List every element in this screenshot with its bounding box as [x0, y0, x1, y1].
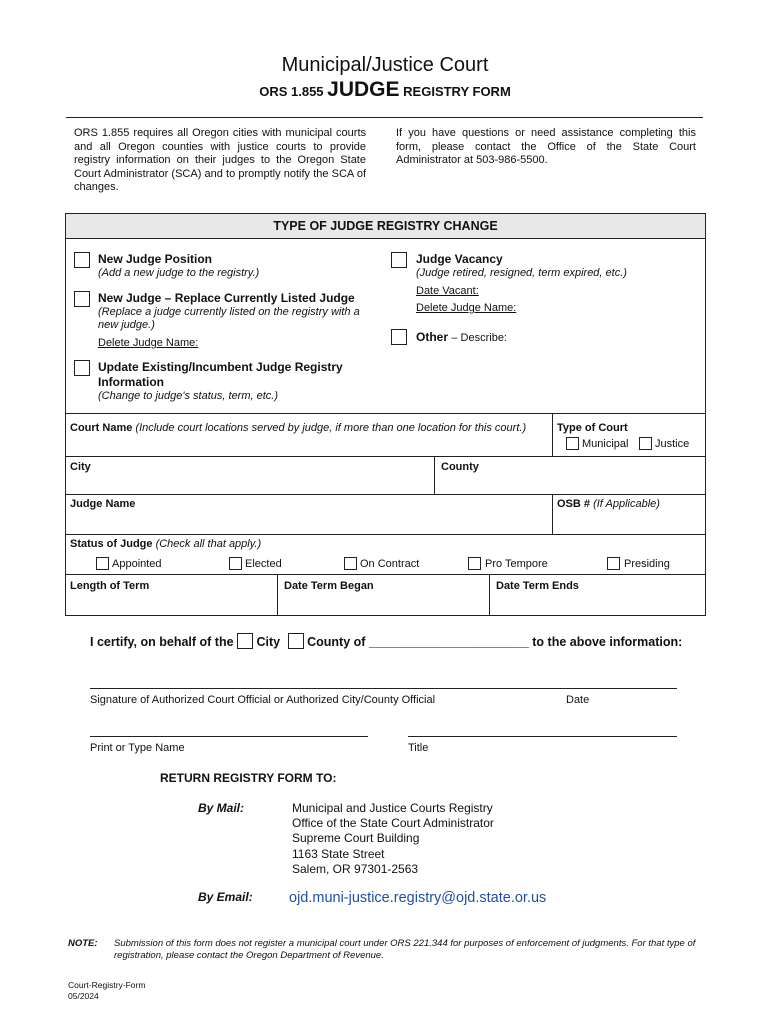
update-checkbox[interactable] — [74, 360, 90, 376]
pro-tempore-checkbox[interactable] — [468, 557, 481, 570]
other-label — [416, 330, 507, 344]
certify-suffix: to the above information: — [532, 635, 683, 649]
grid-line-3 — [66, 534, 705, 535]
osb-note: (If Applicable) — [593, 498, 660, 510]
judge-name-field[interactable]: Judge Name — [70, 498, 136, 510]
grid-line-4 — [66, 574, 705, 575]
municipal-checkbox[interactable] — [566, 437, 579, 450]
certify-county: County of _______________________ — [307, 635, 529, 649]
replace-note: (Replace a judge currently listed on the registry with a new judge.) — [98, 306, 360, 331]
email-link[interactable]: ojd.muni-justice.registry@ojd.state.or.us — [289, 890, 547, 906]
new-position-note: (Add a new judge to the registry.) — [98, 267, 260, 279]
address-line: Salem, OR 97301-2563 — [292, 861, 419, 876]
subtitle-suffix: REGISTRY FORM — [403, 84, 511, 99]
print-name-line[interactable] — [90, 736, 368, 737]
return-heading: RETURN REGISTRY FORM TO: — [160, 771, 337, 785]
new-position-label: New Judge Position — [98, 252, 213, 266]
header-rule — [66, 117, 703, 118]
replace-label: New Judge – Replace Currently Listed Judge — [98, 291, 355, 305]
term-divider-2 — [489, 574, 490, 615]
by-mail-label: By Mail: — [198, 801, 245, 815]
appointed-label: Appointed — [112, 558, 162, 570]
address-line: Supreme Court Building — [292, 831, 420, 846]
vacancy-note: (Judge retired, resigned, term expired, etc.) — [416, 267, 627, 279]
vacancy-delete-label: Delete Judge Name: — [416, 302, 517, 314]
on-contract-checkbox[interactable] — [344, 557, 357, 570]
subtitle-judge: JUDGE — [327, 78, 400, 101]
by-email-label: By Email: — [198, 890, 253, 904]
city-county-divider — [434, 456, 435, 494]
note-label: NOTE: — [68, 938, 98, 949]
other-checkbox[interactable] — [391, 329, 407, 345]
update-note: (Change to judge's status, term, etc.) — [98, 390, 279, 402]
signature-line[interactable] — [90, 688, 677, 689]
court-type-divider — [552, 414, 553, 457]
intro-right: If you have questions or need assistance completing this form, please contact the Office of the State Court Administrator at 503-986-5500. — [396, 127, 696, 166]
grid-line-2 — [66, 494, 705, 495]
footer-form-name: Court-Registry-Form — [68, 980, 146, 990]
other-describe: – Describe: — [451, 332, 507, 344]
justice-checkbox[interactable] — [639, 437, 652, 450]
osb-label: OSB # — [557, 498, 591, 510]
certify-county-checkbox[interactable] — [288, 633, 304, 649]
pro-tempore-label: Pro Tempore — [485, 558, 548, 570]
change-section-heading: TYPE OF JUDGE REGISTRY CHANGE — [66, 214, 705, 239]
on-contract-label: On Contract — [360, 558, 420, 570]
city-field[interactable]: City — [70, 461, 91, 473]
certify-city: City — [256, 635, 281, 649]
title-label: Title — [408, 742, 429, 754]
title-line[interactable] — [408, 736, 677, 737]
elected-checkbox[interactable] — [229, 557, 242, 570]
form-title: Municipal/Justice Court — [281, 54, 489, 76]
address-line: Municipal and Justice Courts Registry — [292, 801, 493, 815]
note-text: Submission of this form does not register a municipal court under ORS 221.344 for purposes of enforcement of judgments. For that type of registration, please contact the Oregon Department of Revenue. — [114, 938, 696, 961]
justice-label: Justice — [655, 438, 690, 450]
vacancy-checkbox[interactable] — [391, 252, 407, 268]
print-name-label: Print or Type Name — [90, 742, 185, 754]
certify-line — [90, 633, 682, 649]
date-label: Date — [566, 694, 590, 706]
court-name-field[interactable] — [70, 422, 526, 434]
new-position-checkbox[interactable] — [74, 252, 90, 268]
municipal-label: Municipal — [582, 438, 629, 450]
date-vacant-label: Date Vacant: — [416, 285, 479, 297]
intro-left: ORS 1.855 requires all Oregon cities with municipal courts and all Oregon counties with justice courts to provide registry information on their judges to the Oregon State Court Administrator (SCA) and to promptly notify the SCA of changes. — [74, 127, 366, 193]
footer-date: 05/2024 — [68, 991, 99, 1001]
judge-osb-divider — [552, 494, 553, 534]
court-name-label: Court Name — [70, 422, 133, 434]
subtitle-prefix: ORS 1.855 — [259, 84, 324, 99]
status-note: (Check all that apply.) — [155, 538, 262, 550]
other-label-text: Other — [416, 330, 449, 344]
length-of-term-field[interactable]: Length of Term — [70, 580, 150, 592]
date-ends-field[interactable]: Date Term Ends — [496, 580, 579, 592]
presiding-label: Presiding — [624, 558, 670, 570]
mail-address — [292, 801, 494, 877]
replace-delete-label: Delete Judge Name: — [98, 337, 199, 349]
form-subtitle — [0, 78, 770, 102]
vacancy-label: Judge Vacancy — [416, 252, 503, 266]
term-divider-1 — [277, 574, 278, 615]
certify-city-checkbox[interactable] — [237, 633, 253, 649]
signature-label: Signature of Authorized Court Official or Authorized City/County Official — [90, 694, 436, 706]
osb-field[interactable] — [557, 498, 660, 510]
address-line: 1163 State Street — [292, 846, 385, 861]
appointed-checkbox[interactable] — [96, 557, 109, 570]
county-field[interactable]: County — [441, 461, 479, 473]
address-line: Office of the State Court Administrator — [292, 816, 494, 831]
type-of-court-label: Type of Court — [557, 422, 628, 434]
certify-prefix: I certify, on behalf of the — [90, 635, 234, 649]
status-label: Status of Judge — [70, 538, 153, 550]
status-label-row — [70, 538, 261, 550]
presiding-checkbox[interactable] — [607, 557, 620, 570]
update-label: Update Existing/Incumbent Judge Registry Information — [98, 360, 343, 389]
date-began-field[interactable]: Date Term Began — [284, 580, 374, 592]
court-name-note: (Include court locations served by judge, if more than one location for this court.) — [135, 422, 527, 434]
grid-line-1 — [66, 456, 705, 457]
replace-checkbox[interactable] — [74, 291, 90, 307]
elected-label: Elected — [245, 558, 282, 570]
